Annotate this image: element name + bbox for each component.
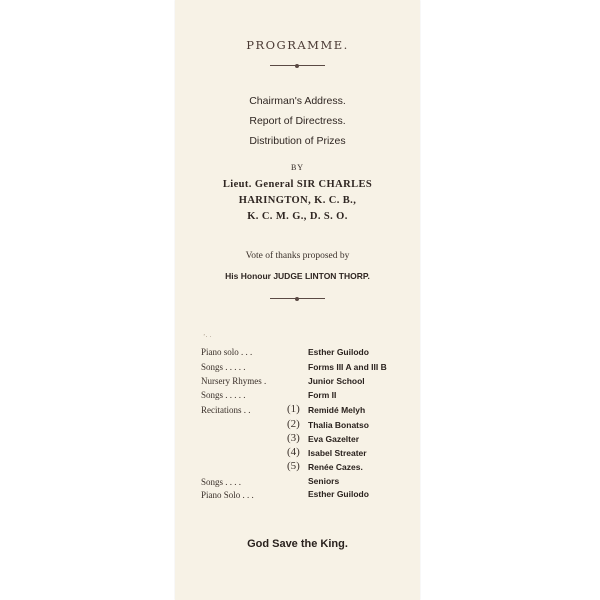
entry-number: (1) <box>287 403 300 415</box>
entry-value: Form II <box>308 390 337 400</box>
entry-number: (4) <box>287 446 300 458</box>
honour-text: His Honour JUDGE LINTON THORP. <box>225 271 370 281</box>
divider-bottom <box>270 298 325 299</box>
entry-label: Nursery Rhymes . <box>201 376 267 386</box>
programme-title: PROGRAMME. <box>246 38 349 52</box>
item-chairman: Chairman's Address. <box>249 95 346 107</box>
speaker-line-2: HARINGTON, K. C. B., <box>238 195 357 206</box>
divider-top <box>270 65 325 66</box>
entry-value: Junior School <box>308 376 365 386</box>
entry-label: Piano solo . . . <box>201 347 253 357</box>
entry-number: (2) <box>287 418 300 430</box>
entry-value: Eva Gazelter <box>308 434 360 444</box>
entry-value: Esther Guilodo <box>308 489 369 499</box>
entry-label: Piano Solo . . . <box>201 490 254 500</box>
entry-value: Isabel Streater <box>308 448 367 458</box>
entry-label: Songs . . . . <box>201 477 242 487</box>
item-report: Report of Directress. <box>249 115 346 127</box>
by-label: BY <box>290 163 305 172</box>
item-prizes: Distribution of Prizes <box>249 135 346 147</box>
entry-value: Esther Guilodo <box>308 347 369 357</box>
entry-number: (3) <box>287 432 300 444</box>
footer-text: God Save the King. <box>247 538 348 550</box>
entry-value: Remidé Melyh <box>308 405 366 415</box>
entry-label: Songs . . . . . <box>201 362 246 372</box>
entry-number: (5) <box>287 460 300 472</box>
entry-value: Renée Cazes. <box>308 462 363 472</box>
programme-card <box>175 0 420 600</box>
thanks-text: Vote of thanks proposed by <box>245 251 350 261</box>
pencil-mark: ʼ‧ · <box>203 333 212 341</box>
entry-value: Forms III A and III B <box>308 362 387 372</box>
speaker-line-3: K. C. M. G., D. S. O. <box>247 211 348 222</box>
speaker-line-1: Lieut. General SIR CHARLES <box>222 179 373 190</box>
entry-label: Recitations . . <box>201 405 251 415</box>
entry-label: Songs . . . . . <box>201 390 246 400</box>
entry-value: Seniors <box>308 476 340 486</box>
entry-value: Thalia Bonatso <box>308 420 369 430</box>
